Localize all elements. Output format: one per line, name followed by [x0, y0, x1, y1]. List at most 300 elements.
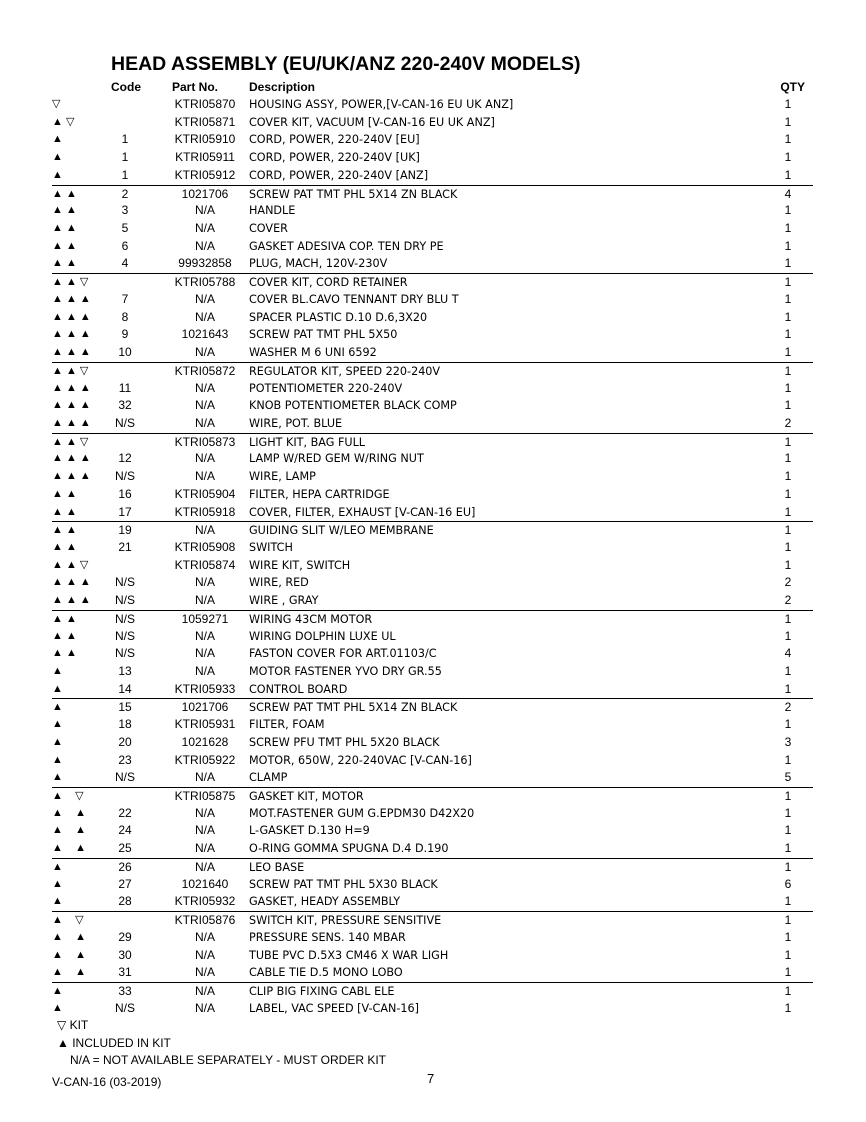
row-symbols: ▲ ▲: [52, 239, 77, 252]
row-part-no: N/A: [194, 593, 215, 608]
row-part-no: N/A: [194, 983, 215, 998]
table-row: [52, 220, 813, 238]
row-part-no: KTRI05912: [174, 167, 236, 182]
row-part-no: KTRI05871: [174, 114, 236, 129]
row-symbols: ▲ ▲ ▲: [52, 594, 91, 607]
row-qty: 1: [784, 805, 792, 820]
row-description: O-RING GOMMA SPUGNA D.4 D.190: [249, 842, 449, 856]
row-code: 31: [118, 965, 132, 980]
row-symbols: ▲ ▲: [52, 647, 77, 660]
row-code: 26: [118, 859, 132, 874]
row-symbols: ▲ ▲: [52, 930, 86, 943]
row-symbols: ▲ ▽: [52, 914, 84, 927]
row-code: 7: [121, 291, 129, 306]
row-part-no: KTRI05788: [174, 275, 236, 290]
row-description: WIRE , GRAY: [249, 594, 319, 608]
row-symbols: ▲: [52, 665, 63, 677]
row-part-no: 99932858: [178, 256, 232, 271]
row-qty: 1: [784, 628, 792, 643]
row-code: 3: [121, 203, 129, 218]
row-symbols: ▲ ▲: [52, 806, 86, 819]
row-qty: 1: [784, 363, 792, 378]
row-qty: 4: [784, 646, 792, 661]
table-row: [52, 628, 813, 646]
row-code: 28: [118, 894, 132, 909]
row-symbols: ▲ ▲ ▲: [52, 328, 91, 341]
row-description: COVER, FILTER, EXHAUST [V-CAN-16 EU]: [249, 505, 476, 519]
row-qty: 1: [784, 256, 792, 271]
row-description: GASKET, HEADY ASSEMBLY: [249, 895, 401, 909]
table-row: [52, 397, 813, 415]
row-part-no: KTRI05932: [174, 894, 236, 909]
row-code: 15: [118, 700, 132, 715]
table-row: [52, 610, 813, 628]
table-row: [52, 273, 813, 291]
row-part-no: 1021706: [181, 700, 229, 715]
row-symbols: ▽: [52, 98, 61, 110]
row-qty: 5: [784, 770, 792, 785]
row-description: WIRING DOLPHIN LUXE UL: [249, 629, 396, 643]
table-row: [52, 734, 813, 752]
row-description: GASKET ADESIVA COP. TEN DRY PE: [249, 239, 444, 253]
row-qty: 1: [784, 97, 792, 111]
row-qty: 1: [784, 681, 792, 696]
row-qty: 1: [784, 504, 792, 519]
row-qty: 2: [784, 700, 792, 715]
row-symbols: ▲ ▲: [52, 842, 86, 855]
row-description: COVER BL.CAVO TENNANT DRY BLU T: [249, 292, 459, 306]
row-part-no: N/A: [194, 859, 215, 874]
row-part-no: N/A: [194, 309, 215, 324]
row-part-no: 1021706: [181, 186, 229, 201]
table-row: [52, 486, 813, 504]
row-code: 10: [118, 345, 132, 360]
row-symbols: ▲ ▲ ▲: [52, 381, 91, 394]
row-description: LEO BASE: [249, 860, 305, 874]
row-code: N/S: [114, 611, 135, 626]
row-symbols: ▲: [52, 753, 63, 766]
row-code: 11: [118, 380, 132, 395]
table-row: [52, 876, 813, 894]
row-part-no: N/A: [194, 628, 215, 643]
row-symbols: ▲ ▲ ▲: [52, 470, 91, 483]
row-qty: 1: [784, 486, 792, 501]
row-symbols: ▲: [52, 735, 63, 748]
row-description: CONTROL BOARD: [249, 682, 348, 696]
row-code: N/S: [114, 770, 135, 785]
row-symbols: ▲ ▲: [52, 524, 77, 537]
table-row: [52, 911, 813, 929]
row-code: 18: [118, 717, 132, 732]
row-symbols: ▲ ▲ ▲: [52, 576, 91, 589]
row-description: CLIP BIG FIXING CABL ELE: [249, 984, 395, 998]
row-code: 6: [121, 238, 129, 253]
row-part-no: KTRI05910: [174, 132, 236, 147]
row-code: N/S: [114, 469, 135, 484]
row-qty: 1: [784, 238, 792, 253]
row-symbols: ▲ ▲: [52, 966, 86, 979]
row-part-no: KTRI05933: [174, 681, 236, 696]
row-symbols: ▲ ▲ ▽: [52, 276, 89, 289]
table-row: [52, 947, 813, 965]
row-part-no: N/A: [194, 841, 215, 856]
row-part-no: KTRI05876: [174, 913, 236, 928]
row-symbols: ▲ ▲: [52, 824, 86, 837]
row-symbols: ▲ ▽: [52, 790, 84, 803]
row-code: 2: [121, 186, 129, 201]
table-row: [52, 521, 813, 539]
row-qty: 1: [784, 611, 792, 626]
row-code: 24: [118, 823, 132, 838]
row-part-no: KTRI05908: [174, 539, 236, 554]
table-row: [52, 433, 813, 451]
table-row: [52, 752, 813, 770]
row-description: SPACER PLASTIC D.10 D.6,3X20: [249, 310, 428, 324]
row-symbols: ▲: [52, 895, 63, 908]
table-row: [52, 291, 813, 309]
row-symbols: ▲: [52, 701, 63, 714]
row-qty: 1: [784, 309, 792, 324]
row-qty: 1: [784, 203, 792, 218]
row-qty: 1: [784, 380, 792, 395]
row-description: FASTON COVER FOR ART.01103/C: [249, 647, 437, 661]
row-qty: 1: [784, 327, 792, 342]
row-symbols: ▲ ▲: [52, 629, 77, 642]
table-row: [52, 344, 813, 362]
table-row: [52, 964, 813, 982]
row-code: 25: [118, 841, 132, 856]
table-row: [52, 362, 813, 380]
row-symbols: ▲ ▲: [52, 222, 77, 235]
row-code: N/S: [114, 593, 135, 608]
page-number: 7: [427, 1071, 435, 1086]
row-part-no: N/A: [194, 947, 215, 962]
row-part-no: N/A: [194, 823, 215, 838]
row-qty: 1: [784, 539, 792, 554]
row-code: 33: [118, 983, 132, 998]
table-row: [52, 893, 813, 911]
row-description: GASKET KIT, MOTOR: [249, 790, 364, 804]
row-qty: 2: [784, 415, 792, 430]
row-qty: 1: [784, 717, 792, 732]
row-description: WIRE KIT, SWITCH: [249, 558, 351, 572]
row-symbols: ▲ ▲: [52, 540, 77, 553]
row-qty: 1: [784, 929, 792, 944]
row-description: SCREW PAT TMT PHL 5X30 BLACK: [249, 877, 438, 891]
row-qty: 3: [784, 734, 792, 749]
row-part-no: N/A: [194, 575, 215, 590]
table-row: [52, 592, 813, 610]
row-qty: 1: [784, 823, 792, 838]
table-row: [52, 698, 813, 716]
row-code: 27: [118, 876, 132, 891]
row-description: CABLE TIE D.5 MONO LOBO: [249, 966, 403, 980]
row-qty: 1: [784, 983, 792, 998]
parts-table: [52, 96, 813, 1017]
row-description: TUBE PVC D.5X3 CM46 X WAR LIGH: [249, 948, 449, 962]
row-code: 13: [118, 664, 132, 678]
row-part-no: KTRI05911: [175, 150, 235, 165]
row-part-no: N/A: [194, 929, 215, 944]
row-part-no: KTRI05874: [174, 557, 236, 572]
row-part-no: N/A: [194, 203, 215, 218]
row-part-no: N/A: [194, 1000, 215, 1015]
row-symbols: ▲ ▲ ▲: [52, 416, 91, 429]
row-symbols: ▲ ▲: [52, 612, 77, 625]
row-part-no: N/A: [194, 469, 215, 484]
table-row: [52, 557, 813, 575]
row-code: 32: [118, 398, 132, 413]
row-part-no: N/A: [194, 805, 215, 820]
row-description: CORD, POWER, 220-240V [ANZ]: [249, 168, 429, 182]
row-part-no: 1021640: [181, 876, 229, 891]
row-description: MOTOR, 650W, 220-240VAC [V-CAN-16]: [249, 753, 472, 767]
row-code: 8: [121, 309, 129, 324]
row-symbols: ▲ ▲: [52, 948, 86, 961]
row-qty: 1: [784, 114, 792, 129]
row-code: 22: [118, 805, 132, 820]
row-description: SCREW PAT TMT PHL 5X50: [249, 328, 398, 342]
row-description: PLUG, MACH, 120V-230V: [249, 257, 388, 271]
row-description: GUIDING SLIT W/LEO MEMBRANE: [249, 524, 434, 538]
row-qty: 1: [784, 291, 792, 306]
row-symbols: ▲ ▲ ▲: [52, 310, 91, 323]
row-description: KNOB POTENTIOMETER BLACK COMP: [249, 399, 457, 413]
table-row: [52, 468, 813, 486]
document-code: V-CAN-16 (03-2019): [52, 1075, 162, 1089]
table-row: [52, 769, 813, 787]
row-symbols: ▲: [52, 984, 63, 997]
row-code: 1: [121, 150, 129, 165]
legend-not-available: N/A = NOT AVAILABLE SEPARATELY - MUST ORDER KIT: [70, 1053, 386, 1067]
table-row: [52, 309, 813, 327]
row-qty: 1: [784, 345, 792, 360]
row-part-no: KTRI05918: [174, 504, 236, 519]
row-part-no: 1021628: [181, 734, 229, 749]
row-part-no: N/A: [194, 380, 215, 395]
row-qty: 1: [784, 523, 792, 538]
row-qty: 1: [784, 167, 792, 182]
row-symbols: ▲ ▲: [52, 187, 77, 200]
table-row: [52, 114, 813, 132]
row-description: LAMP W/RED GEM W/RING NUT: [249, 452, 424, 466]
row-description: COVER KIT, VACUUM [V-CAN-16 EU UK ANZ]: [249, 115, 495, 129]
row-symbols: ▲ ▲ ▲: [52, 399, 91, 412]
row-part-no: KTRI05922: [174, 752, 236, 767]
row-description: WIRE, POT. BLUE: [249, 416, 343, 430]
row-qty: 1: [784, 398, 792, 413]
row-description: CORD, POWER, 220-240V [EU]: [249, 133, 420, 147]
row-part-no: N/A: [194, 415, 215, 430]
row-part-no: N/A: [194, 291, 215, 306]
table-row: [52, 822, 813, 840]
table-row: [52, 149, 813, 167]
row-part-no: KTRI05870: [174, 97, 236, 111]
row-qty: 1: [784, 221, 792, 236]
row-code: N/S: [114, 1000, 135, 1015]
row-description: REGULATOR KIT, SPEED 220-240V: [249, 364, 441, 378]
row-symbols: ▲ ▽: [52, 115, 75, 128]
table-row: [52, 202, 813, 220]
table-row: [52, 787, 813, 805]
row-qty: 1: [784, 789, 792, 804]
row-code: N/S: [114, 628, 135, 643]
row-symbols: ▲ ▲: [52, 505, 77, 518]
table-row: [52, 840, 813, 858]
row-part-no: N/A: [194, 221, 215, 236]
row-symbols: ▲ ▲: [52, 257, 77, 270]
row-qty: 4: [784, 186, 792, 201]
table-row: [52, 415, 813, 433]
row-symbols: ▲ ▲ ▽: [52, 435, 89, 448]
table-row: [52, 805, 813, 823]
table-row: [52, 167, 813, 185]
column-header-code: Code: [111, 80, 141, 94]
row-code: 1: [121, 167, 129, 182]
row-part-no: N/A: [194, 451, 215, 466]
row-description: MOT.FASTENER GUM G.EPDM30 D42X20: [249, 806, 475, 820]
row-code: 17: [118, 504, 132, 519]
table-row: [52, 255, 813, 273]
row-code: 21: [118, 539, 132, 554]
row-qty: 1: [784, 1000, 792, 1015]
table-row: [52, 450, 813, 468]
row-part-no: N/A: [194, 664, 215, 678]
row-symbols: ▲: [52, 718, 63, 731]
row-code: 19: [118, 523, 132, 538]
row-qty: 1: [784, 947, 792, 962]
row-description: PRESSURE SENS. 140 MBAR: [249, 930, 406, 944]
row-description: COVER: [249, 222, 288, 236]
row-symbols: ▲ ▲: [52, 204, 77, 217]
row-part-no: KTRI05872: [174, 363, 236, 378]
column-header-description: Description: [249, 80, 316, 94]
table-row: [52, 663, 813, 681]
row-part-no: 1059271: [181, 611, 229, 626]
table-row: [52, 185, 813, 203]
row-description: FILTER, HEPA CARTRIDGE: [249, 487, 390, 501]
row-qty: 1: [784, 752, 792, 767]
row-symbols: ▲: [52, 877, 63, 890]
row-part-no: KTRI05904: [174, 486, 236, 501]
table-row: [52, 574, 813, 592]
legend-included: ▲ INCLUDED IN KIT: [57, 1036, 171, 1050]
row-description: SCREW PAT TMT PHL 5X14 ZN BLACK: [249, 187, 458, 201]
legend-kit: ▽ KIT: [57, 1018, 89, 1032]
row-qty: 1: [784, 275, 792, 290]
row-description: HANDLE: [249, 204, 296, 218]
table-row: [52, 1000, 813, 1018]
row-code: 23: [118, 752, 132, 767]
row-symbols: ▲ ▲ ▲: [52, 346, 91, 359]
row-symbols: ▲ ▲ ▲: [52, 292, 91, 305]
row-code: 1: [121, 132, 129, 147]
row-part-no: N/A: [194, 523, 215, 538]
table-row: [52, 982, 813, 1000]
row-part-no: N/A: [194, 965, 215, 980]
row-qty: 1: [784, 894, 792, 909]
table-row: [52, 681, 813, 699]
row-part-no: KTRI05875: [174, 789, 236, 804]
table-row: [52, 131, 813, 149]
row-symbols: ▲: [52, 151, 63, 164]
row-qty: 1: [784, 451, 792, 466]
row-description: SWITCH KIT, PRESSURE SENSITIVE: [249, 914, 442, 928]
row-qty: 1: [784, 965, 792, 980]
row-code: N/S: [114, 415, 135, 430]
table-row: [52, 539, 813, 557]
row-description: SCREW PFU TMT PHL 5X20 BLACK: [249, 735, 440, 749]
row-qty: 1: [784, 664, 792, 678]
table-row: [52, 504, 813, 522]
row-description: CORD, POWER, 220-240V [UK]: [249, 151, 420, 165]
row-qty: 1: [784, 132, 792, 147]
table-row: [52, 858, 813, 876]
row-part-no: KTRI05931: [174, 717, 236, 732]
row-symbols: ▲: [52, 771, 63, 784]
row-description: FILTER, FOAM: [249, 718, 325, 732]
row-symbols: ▲ ▲ ▽: [52, 364, 89, 377]
row-part-no: N/A: [194, 770, 215, 785]
row-description: POTENTIOMETER 220-240V: [249, 381, 403, 395]
row-qty: 2: [784, 575, 792, 590]
row-part-no: N/A: [194, 238, 215, 253]
row-code: 14: [118, 681, 132, 696]
row-part-no: KTRI05873: [174, 434, 236, 449]
row-qty: 1: [784, 841, 792, 856]
row-description: WIRE, LAMP: [249, 470, 316, 484]
row-code: 20: [118, 734, 132, 749]
row-description: MOTOR FASTENER YVO DRY GR.55: [249, 665, 442, 678]
column-header-part-no: Part No.: [172, 80, 219, 94]
row-part-no: N/A: [194, 345, 215, 360]
row-qty: 6: [784, 876, 792, 891]
row-code: 12: [118, 451, 132, 466]
row-symbols: ▲ ▲ ▲: [52, 452, 91, 465]
row-code: 16: [118, 486, 132, 501]
row-symbols: ▲: [52, 133, 63, 146]
row-description: SCREW PAT TMT PHL 5X14 ZN BLACK: [249, 701, 458, 715]
row-symbols: ▲: [52, 860, 63, 873]
table-row: [52, 716, 813, 734]
row-qty: 1: [784, 913, 792, 928]
row-code: 9: [121, 327, 129, 342]
row-qty: 1: [784, 150, 792, 165]
row-qty: 1: [784, 557, 792, 572]
row-description: L-GASKET D.130 H=9: [249, 824, 370, 838]
row-qty: 1: [784, 469, 792, 484]
row-code: 29: [118, 929, 132, 944]
row-description: LIGHT KIT, BAG FULL: [249, 435, 366, 449]
row-description: WIRE, RED: [249, 576, 309, 590]
table-row: [52, 645, 813, 663]
row-code: 30: [118, 947, 132, 962]
row-symbols: ▲: [52, 168, 63, 181]
row-code: 5: [121, 221, 129, 236]
row-part-no: 1021643: [181, 327, 229, 342]
row-symbols: ▲ ▲ ▽: [52, 558, 89, 571]
row-qty: 2: [784, 593, 792, 608]
table-row: [52, 326, 813, 344]
page-title: HEAD ASSEMBLY (EU/UK/ANZ 220-240V MODELS): [111, 53, 581, 75]
row-code: N/S: [114, 575, 135, 590]
row-code: 4: [121, 256, 129, 271]
table-row: [52, 380, 813, 398]
row-description: COVER KIT, CORD RETAINER: [249, 276, 408, 290]
row-description: LABEL, VAC SPEED [V-CAN-16]: [249, 1001, 420, 1015]
column-header-qty: QTY: [780, 80, 805, 94]
row-symbols: ▲ ▲: [52, 487, 77, 500]
